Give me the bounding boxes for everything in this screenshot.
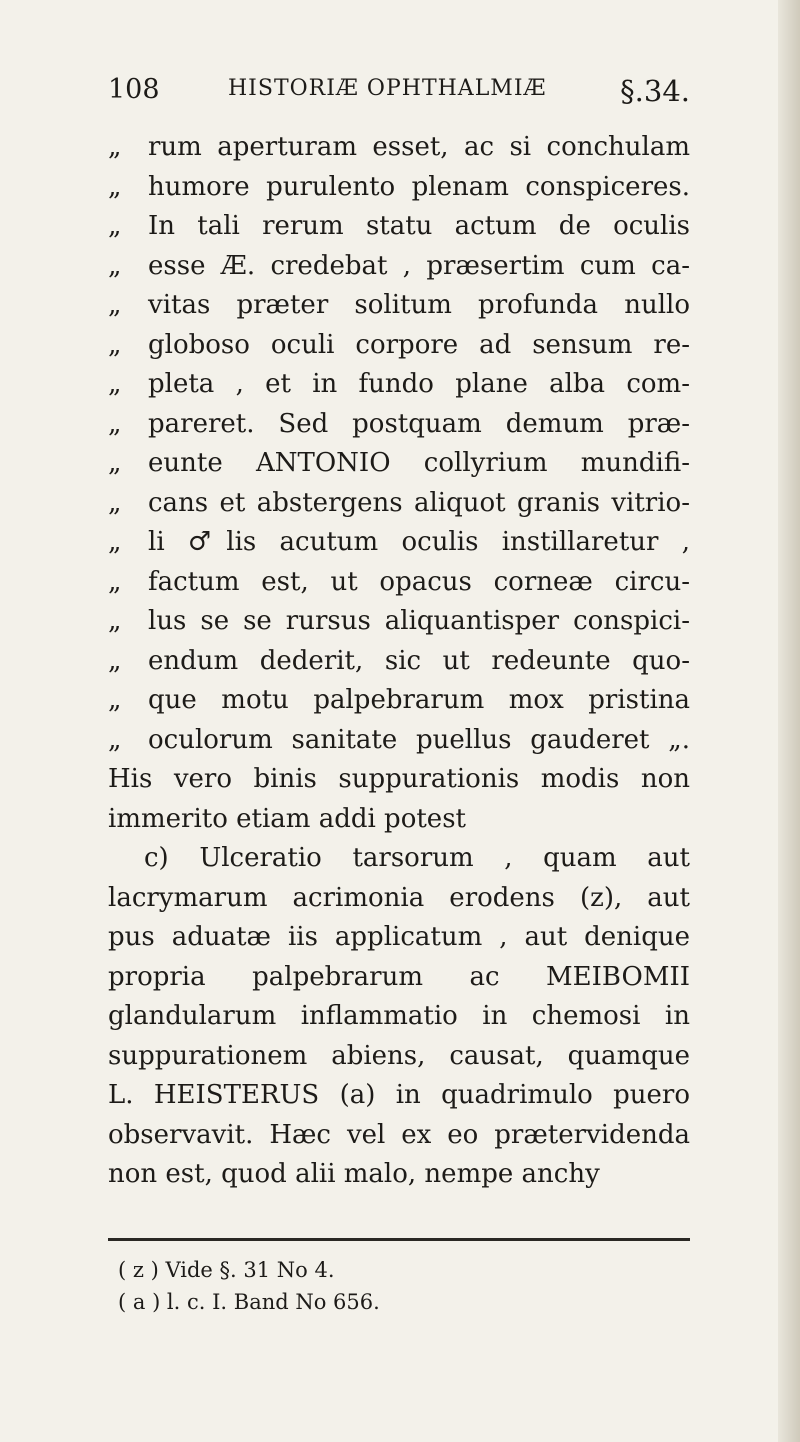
text-line	[108, 1037, 690, 1077]
quote-mark: „	[108, 211, 122, 241]
quote-mark: „	[108, 606, 122, 636]
line-text: pareret. Sed postquam demum præ-	[148, 408, 690, 439]
quote-mark: „	[108, 566, 122, 597]
quote-mark: „	[108, 369, 122, 399]
line-text: pus aduatæ iis applicatum , aut denique	[108, 922, 690, 952]
line-text: eunte ANTONIO collyrium mundifi-	[148, 448, 690, 478]
quote-mark: „	[108, 685, 122, 715]
text-line	[108, 286, 690, 326]
line-text: endum dederit, sic ut redeunte quo-	[148, 645, 690, 676]
quote-mark: „	[108, 448, 122, 478]
running-title: HISTORIÆ OPHTHALMIÆ	[228, 76, 547, 101]
text-line	[108, 1116, 690, 1156]
page-number: 108	[108, 74, 160, 105]
quote-mark: „	[108, 171, 122, 202]
line-text: non est, quod alii malo, nempe anchy	[108, 1159, 600, 1189]
line-text: immerito etiam addi potest	[108, 803, 466, 834]
line-text: que motu palpebrarum mox pristina	[148, 685, 690, 715]
line-text: esse Æ. credebat , præsertim cum ca-	[148, 250, 690, 281]
line-text: factum est, ut opacus corneæ circu-	[148, 566, 690, 597]
line-text: glandularum inflammatio in chemosi in	[108, 1001, 690, 1031]
line-text: globoso oculi corpore ad sensum re-	[148, 329, 690, 360]
line-text: pleta , et in fundo plane alba com-	[148, 369, 690, 399]
text-line	[108, 839, 690, 879]
text-line	[108, 918, 690, 958]
quote-mark: „	[108, 487, 122, 518]
quote-mark: „	[108, 645, 122, 676]
line-text: humore purulento plenam conspiceres.	[148, 171, 690, 202]
line-text: suppurationem abiens, causat, quamque	[108, 1040, 690, 1071]
text-line	[108, 484, 690, 524]
line-text: c) Ulceratio tarsorum , quam aut	[144, 843, 690, 873]
text-line	[108, 879, 690, 919]
footnotes	[118, 1254, 678, 1318]
quote-mark: „	[108, 408, 122, 439]
quote-mark: „	[108, 290, 122, 320]
text-line	[108, 523, 690, 563]
line-text: propria palpebrarum ac MEIBOMII	[108, 961, 690, 992]
quote-mark: „	[108, 250, 122, 281]
line-text: In tali rerum statu actum de oculis	[148, 211, 690, 241]
text-line	[108, 800, 690, 840]
line-text: li ♂lis acutum oculis instillaretur ,	[148, 527, 690, 557]
text-line	[108, 247, 690, 287]
quote-mark: „	[108, 724, 122, 755]
line-text: cans et abstergens aliquot granis vitrio-	[148, 487, 690, 518]
text-line	[108, 958, 690, 998]
text-line	[108, 128, 690, 168]
line-text: L. HEISTERUS (a) in quadrimulo puero	[108, 1080, 690, 1110]
quote-mark: „	[108, 329, 122, 360]
footnote-a: ( a ) l. c. I. Band No 656.	[118, 1290, 380, 1314]
running-header	[108, 74, 690, 114]
line-text: lus se se rursus aliquantisper conspici-	[148, 606, 690, 636]
footnote-z: ( z ) Vide §. 31 No 4.	[118, 1258, 335, 1282]
text-line	[108, 444, 690, 484]
line-text: lacrymarum acrimonia erodens (z), aut	[108, 882, 690, 913]
text-body	[108, 128, 690, 1195]
text-line	[108, 326, 690, 366]
section-number: §.34.	[620, 74, 690, 108]
text-line	[108, 642, 690, 682]
line-text: His vero binis suppurationis modis non	[108, 764, 690, 794]
text-line	[108, 1155, 690, 1195]
footnote-rule	[108, 1238, 690, 1241]
line-text: vitas præter solitum profunda nullo	[148, 290, 690, 320]
line-text: rum aperturam esset, ac si conchulam	[148, 132, 690, 162]
text-line	[108, 405, 690, 445]
line-text: observavit. Hæc vel ex eo prætervidenda	[108, 1119, 690, 1150]
text-line	[108, 207, 690, 247]
text-line	[108, 602, 690, 642]
text-line	[108, 168, 690, 208]
text-line	[108, 681, 690, 721]
text-line	[108, 997, 690, 1037]
text-line	[108, 1076, 690, 1116]
text-line	[108, 365, 690, 405]
quote-mark: „	[108, 527, 122, 557]
text-line	[108, 563, 690, 603]
line-text: oculorum sanitate puellus gauderet „.	[148, 724, 690, 755]
text-line	[108, 721, 690, 761]
text-line	[108, 760, 690, 800]
quote-mark: „	[108, 132, 122, 162]
page-edge-shadow	[778, 0, 800, 1442]
